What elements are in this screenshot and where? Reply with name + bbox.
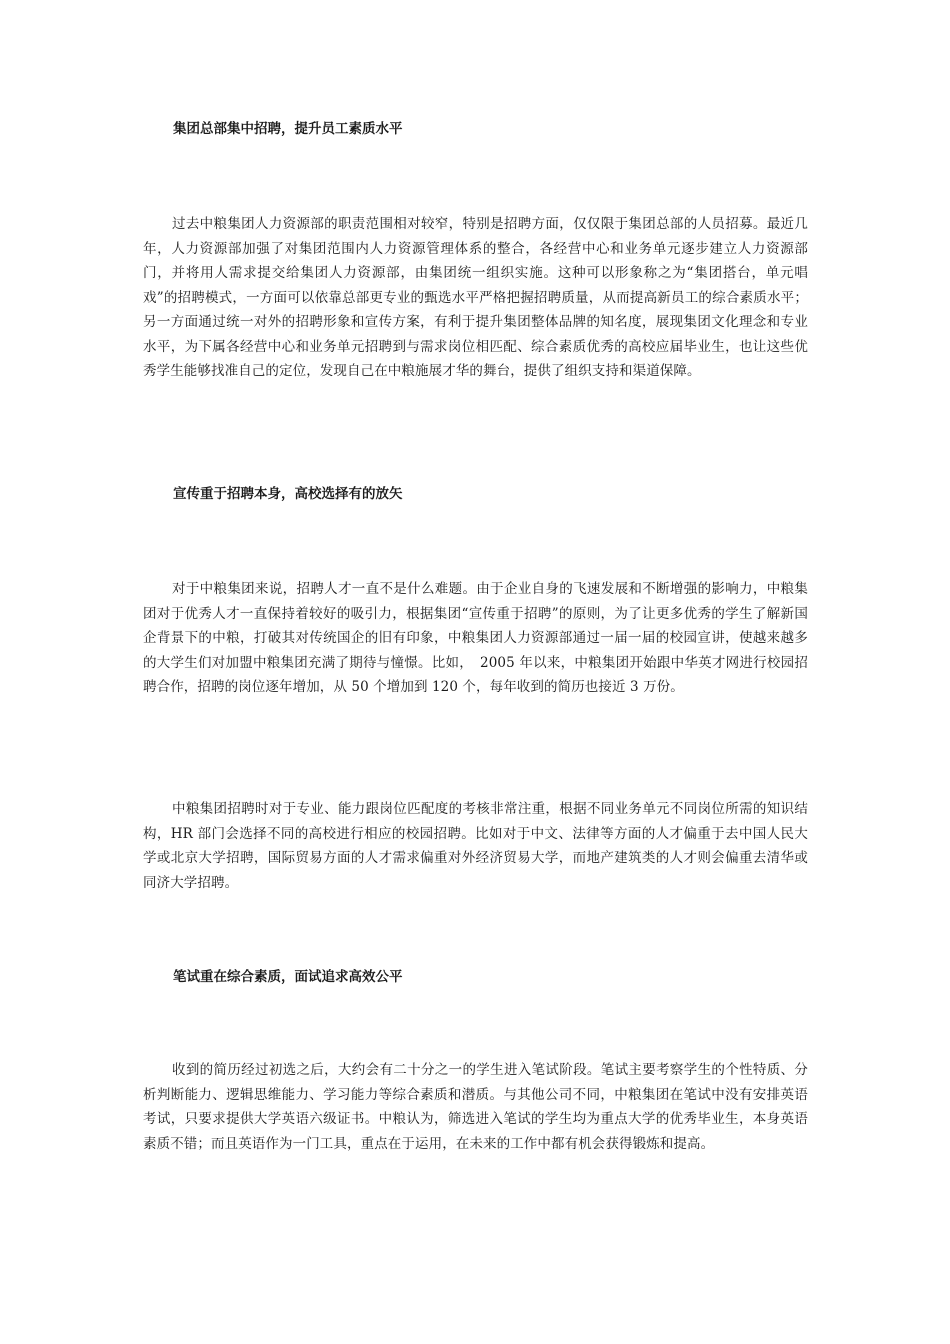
paragraph-written-test: 收到的简历经过初选之后，大约会有二十分之一的学生进入笔试阶段。笔试主要考察学生的个性特质、分析判断能力、逻辑思维能力、学习能力等综合素质和潜质。与其他公司不同，中粮集团在笔试中没有安排英语考试，只要求提供大学英语六级证书。中粮认为，筛选进入笔试的学生均为重点大学的优秀毕业生，本身英语素质不错；而且英语作为一门工具，重点在于运用，在未来的工作中都有机会获得锻炼和提高。 — [143, 1062, 808, 1152]
section-heading-centralized-recruitment: 集团总部集中招聘，提升员工素质水平 — [173, 121, 403, 137]
section-heading-written-test: 笔试重在综合素质，面试追求高效公平 — [173, 969, 403, 985]
paragraph-university-selection: 中粮集团招聘时对于专业、能力跟岗位匹配度的考核非常注重，根据不同业务单元不同岗位所需的知识结构，HR 部门会选择不同的高校进行相应的校园招聘。比如对于中文、法律等方面的人才偏重于去中国人民大学或北京大学招聘，国际贸易方面的人才需求偏重对外经济贸易大学，而地产建筑类的人才则会偏重去清华或同济大学招聘。 — [143, 801, 808, 891]
section-heading-publicity: 宣传重于招聘本身，高校选择有的放矢 — [173, 486, 403, 502]
paragraph-centralized-recruitment: 过去中粮集团人力资源部的职责范围相对较窄，特别是招聘方面，仅仅限于集团总部的人员招募。最近几年，人力资源部加强了对集团范围内人力资源管理体系的整合，各经营中心和业务单元逐步建立人力资源部门，并将用人需求提交给集团人力资源部，由集团统一组织实施。这种可以形象称之为“集团搭台，单元唱戏”的招聘模式，一方面可以依靠总部更专业的甄选水平严格把握招聘质量，从而提高新员工的综合素质水平；另一方面通过统一对外的招聘形象和宣传方案，有利于提升集团整体品牌的知名度，展现集团文化理念和专业水平，为下属各经营中心和业务单元招聘到与需求岗位相匹配、综合素质优秀的高校应届毕业生，也让这些优秀学生能够找准自己的定位，发现自己在中粮施展才华的舞台，提供了组织支持和渠道保障。 — [143, 216, 808, 379]
paragraph-publicity: 对于中粮集团来说，招聘人才一直不是什么难题。由于企业自身的飞速发展和不断增强的影响力，中粮集团对于优秀人才一直保持着较好的吸引力，根据集团“宣传重于招聘”的原则，为了让更多优秀的学生了解新国企背景下的中粮，打破其对传统国企的旧有印象，中粮集团人力资源部通过一届一届的校园宣讲，使越来越多的大学生们对加盟中粮集团充满了期待与憧憬。比如， 2005 年以来，中粮集团开始跟中华英才网进行校园招聘合作，招聘的岗位逐年增加，从 50 个增加到 120 个，每年收到的简历也接近 3 万份。 — [143, 581, 808, 695]
